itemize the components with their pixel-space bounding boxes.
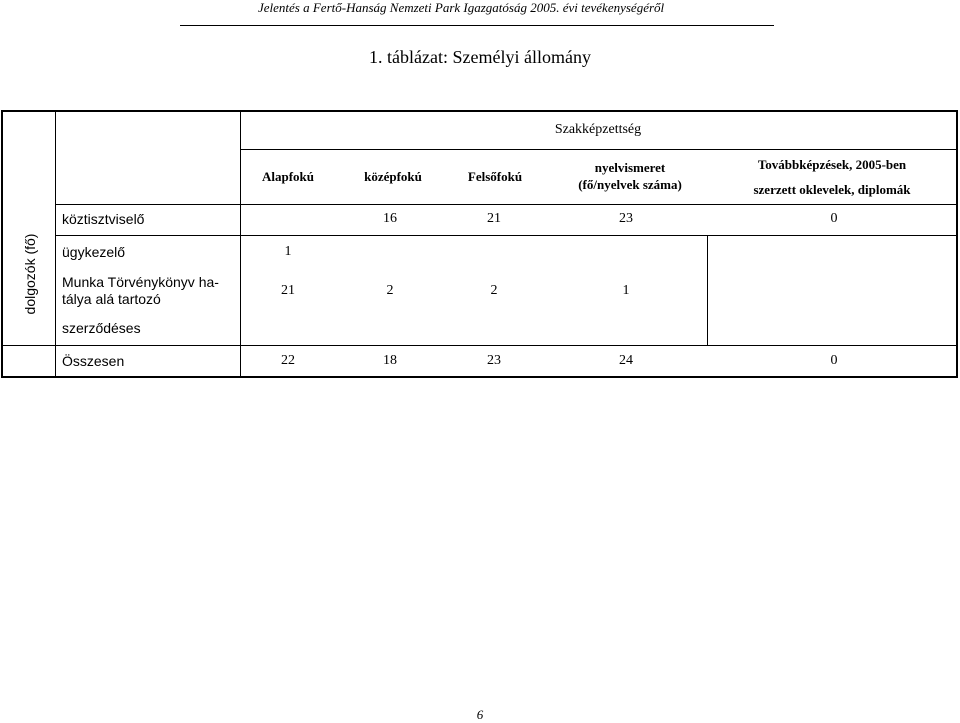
- row-label-koztisztviselo: köztisztviselő: [62, 211, 145, 227]
- running-header: Jelentés a Fertő-Hanság Nemzeti Park Igazgatóság 2005. évi tevékenységéről: [258, 0, 665, 15]
- table-caption: 1. táblázat: Személyi állomány: [369, 47, 591, 67]
- cell-osszesen-alapfoku: 22: [281, 353, 295, 368]
- cell-munka-kozepfoku: 2: [386, 283, 394, 298]
- cell-osszesen-felsofoku: 23: [487, 353, 501, 368]
- row-label-munka-line1: Munka Törvénykönyv ha-: [62, 274, 219, 290]
- group-header-szakkepzettseg: Szakképzettség: [554, 122, 642, 137]
- cell-koztisztviselo-felsofoku: 21: [487, 211, 501, 226]
- cell-osszesen-kozepfoku: 18: [383, 353, 397, 368]
- cell-munka-felsofoku: 2: [490, 283, 498, 298]
- cell-koztisztviselo-kozepfoku: 16: [383, 211, 397, 226]
- row-label-ugykezelo: ügykezelő: [62, 244, 126, 260]
- cell-osszesen-nyelv: 24: [619, 353, 633, 368]
- row-group-label: dolgozók (fő): [22, 233, 38, 315]
- col-header-tovabbkepzesek: Továbbképzések, 2005-ben: [757, 157, 907, 172]
- cell-koztisztviselo-tovabbkepzes: 0: [830, 211, 838, 226]
- page-number: 6: [476, 707, 484, 722]
- cell-munka-nyelv: 1: [622, 283, 630, 298]
- cell-koztisztviselo-nyelv: 23: [619, 211, 633, 226]
- cell-munka-alapfoku: 21: [281, 283, 295, 298]
- col-header-nyelvek-szama: (fő/nyelvek száma): [578, 177, 682, 192]
- col-header-oklevelek: szerzett oklevelek, diplomák: [753, 182, 911, 197]
- col-header-nyelvismeret: nyelvismeret: [594, 160, 666, 175]
- row-label-osszesen: Összesen: [62, 353, 125, 369]
- col-header-alapfoku: Alapfokú: [261, 169, 315, 184]
- row-label-munka-line2: tálya alá tartozó: [62, 291, 161, 307]
- cell-ugykezelo-alapfoku: 1: [284, 244, 292, 259]
- row-label-munka-line3: szerződéses: [62, 320, 141, 336]
- col-header-kozepfoku: középfokú: [364, 169, 422, 184]
- cell-osszesen-tovabbkepzes: 0: [830, 353, 838, 368]
- col-header-felsofoku: Felsőfokú: [467, 169, 523, 184]
